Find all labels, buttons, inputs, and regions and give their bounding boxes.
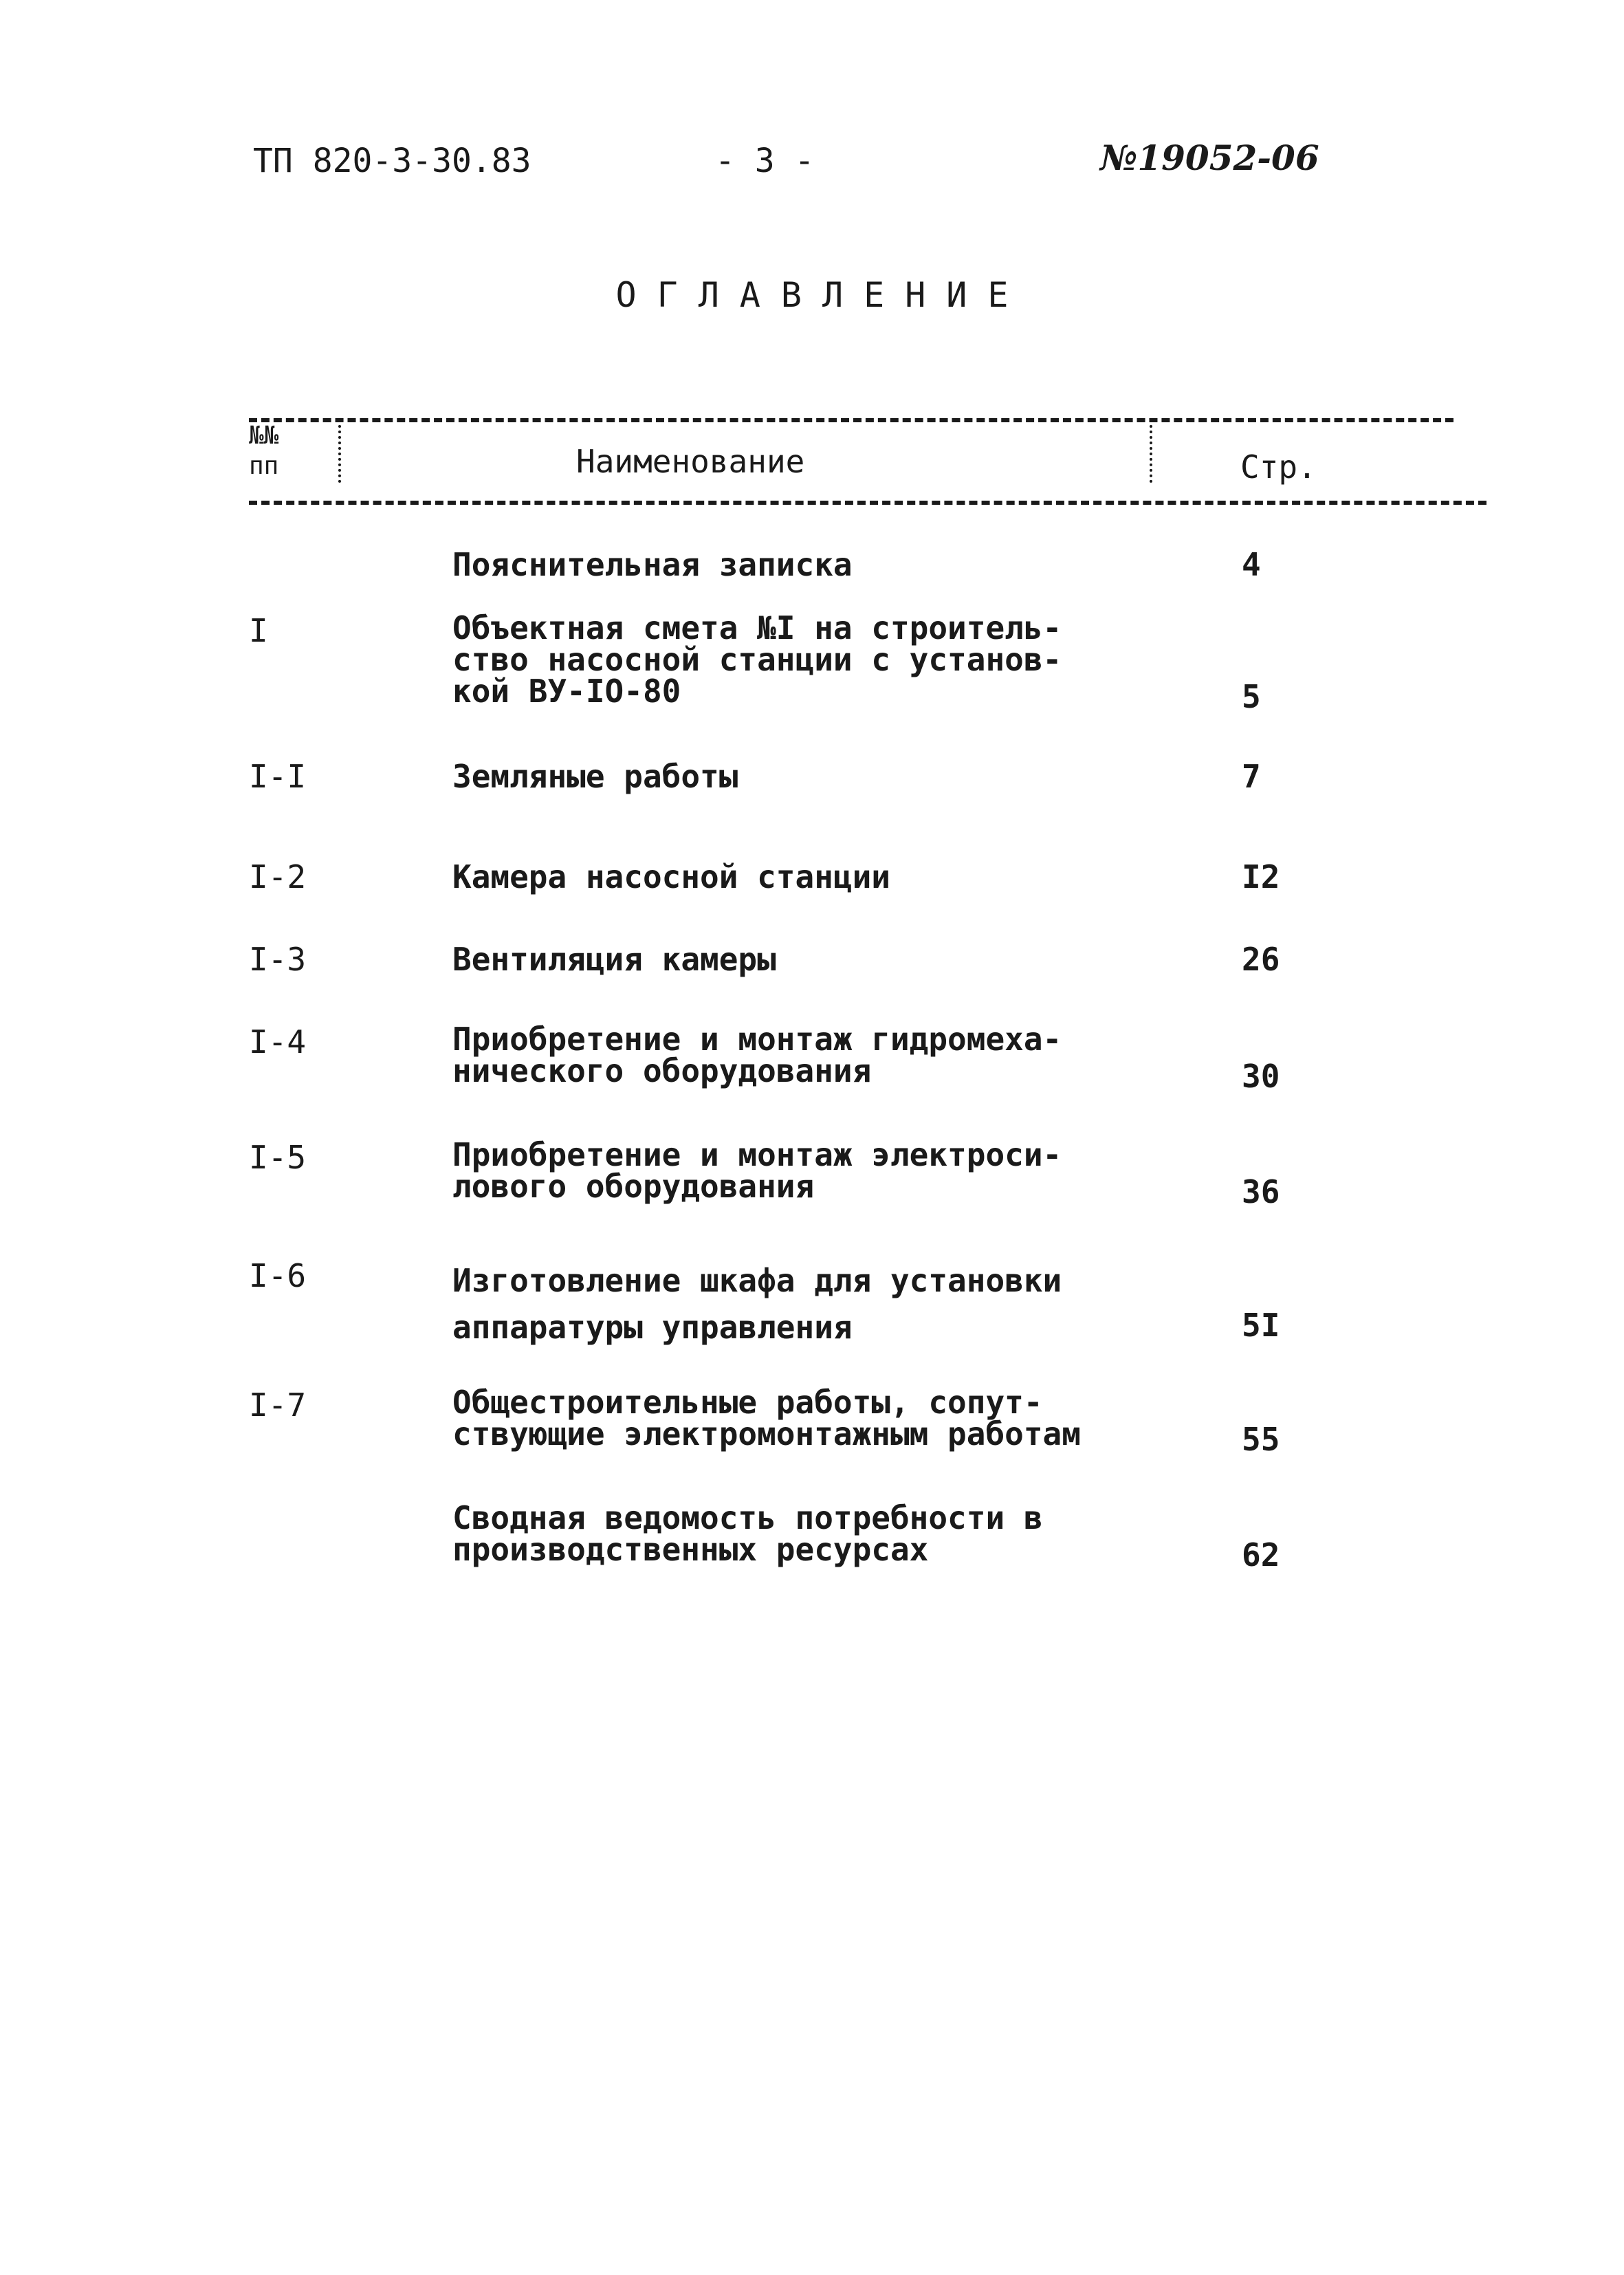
toc-row-number: I-4	[249, 1023, 307, 1060]
toc-row-page: 5I	[1242, 1307, 1280, 1344]
toc-row-number: I-3	[249, 941, 307, 978]
toc-row-number: I-I	[249, 758, 307, 795]
toc-row-number: I-6	[249, 1257, 307, 1294]
column-header-name: Наименование	[576, 443, 805, 480]
toc-row-name: Земляные работы	[452, 758, 738, 795]
toc-row-name: Пояснительная записка	[452, 546, 853, 583]
toc-row-name: Камера насосной станции	[452, 858, 890, 895]
toc-row-name: Вентиляция камеры	[452, 941, 776, 978]
document-code: ТП 820-3-30.83	[253, 142, 531, 180]
toc-row-page: 55	[1242, 1421, 1280, 1458]
toc-row-page: 62	[1242, 1536, 1280, 1574]
toc-row-page: 36	[1242, 1173, 1280, 1210]
toc-row-number: I-7	[249, 1386, 307, 1424]
toc-row-name: Приобретение и монтаж электроси- лового оборудования	[452, 1136, 1062, 1205]
toc-row-name: Приобретение и монтаж гидромеха- нического оборудования	[452, 1021, 1062, 1089]
column-separator	[1150, 420, 1152, 483]
toc-row-page: I2	[1242, 858, 1280, 895]
column-header-number: №№ пп	[249, 422, 279, 480]
toc-row-page: 4	[1242, 546, 1261, 583]
table-top-rule	[249, 418, 1453, 422]
toc-row-page: 30	[1242, 1058, 1280, 1095]
toc-row-number: I-5	[249, 1139, 307, 1176]
toc-row-name: Общестроительные работы, сопут- ствующие электромонтажным работам	[452, 1384, 1081, 1452]
toc-row-name: Изготовление шкафа для установки аппаратуры управления	[452, 1262, 1062, 1346]
toc-row-page: 7	[1242, 758, 1261, 795]
column-separator	[338, 420, 341, 483]
toc-row-number: I	[249, 612, 268, 649]
column-header-page: Стр.	[1240, 448, 1317, 486]
toc-row-number: I-2	[249, 858, 307, 895]
page-number: - 3 -	[715, 142, 815, 180]
toc-row-page: 26	[1242, 941, 1280, 978]
table-header-rule	[249, 501, 1486, 505]
page-title: ОГЛАВЛЕНИЕ	[615, 275, 1029, 315]
handwritten-document-number: №19052-06	[1100, 138, 1319, 178]
toc-row-name: Сводная ведомость потребности в производственных ресурсах	[452, 1499, 1043, 1568]
toc-row-page: 5	[1242, 678, 1261, 715]
toc-row-name: Объектная смета №I на строитель- ство насосной станции с установ- кой ВУ-IO-80	[452, 609, 1062, 710]
